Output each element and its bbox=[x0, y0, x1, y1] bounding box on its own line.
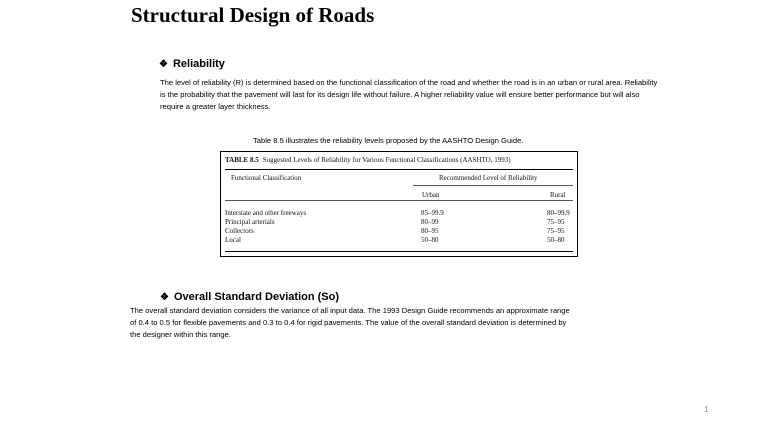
page-number: 1 bbox=[704, 405, 709, 414]
page-title: Structural Design of Roads bbox=[131, 3, 375, 27]
cell-rural: 80–99.9 bbox=[547, 209, 570, 217]
reliability-paragraph: The level of reliability (R) is determined based on the functional classification of the road and whether the road is in an urban or rural area. Reliability is the probability that the pavement will last for its design life without failure. A higher reliability value will ensure better performance but will also require a greater layer thickness. bbox=[160, 78, 658, 111]
table-sub-rule bbox=[413, 185, 573, 186]
cell-urban: 85–99.9 bbox=[421, 209, 444, 217]
table-row bbox=[225, 209, 575, 218]
cell-rural: 75–95 bbox=[547, 218, 565, 226]
cell-classification: Principal arterials bbox=[225, 218, 275, 226]
reliability-heading bbox=[159, 57, 225, 72]
cell-classification: Local bbox=[225, 236, 241, 244]
table-row bbox=[225, 227, 575, 236]
table-top-rule bbox=[225, 169, 573, 170]
reliability-heading-text: Reliability bbox=[172, 58, 225, 70]
table-header-rule bbox=[225, 200, 573, 201]
cell-rural: 50–80 bbox=[547, 236, 565, 244]
osd-heading-text: Overall Standard Deviation (So) bbox=[173, 291, 340, 303]
table-row bbox=[225, 236, 575, 245]
table-row bbox=[225, 218, 575, 227]
reliability-table bbox=[220, 151, 578, 257]
table-body bbox=[225, 209, 575, 245]
cell-classification: Interstate and other freeways bbox=[225, 209, 307, 217]
cell-urban: 50–80 bbox=[421, 236, 439, 244]
table-bottom-rule bbox=[225, 251, 573, 252]
osd-heading bbox=[160, 290, 339, 305]
table-number: TABLE 8.5 bbox=[225, 156, 259, 164]
column-header-functional: Functional Classification bbox=[231, 174, 302, 182]
table-title bbox=[225, 156, 511, 164]
diamond-bullet-icon: ❖ bbox=[160, 292, 169, 303]
table-caption: Table 8.5 illustrates the reliability levels proposed by the AASHTO Design Guide. bbox=[253, 136, 524, 145]
table-title-text: Suggested Levels of Reliability for Various Functional Classifications (AASHTO, 1993) bbox=[262, 156, 511, 164]
cell-classification: Collectors bbox=[225, 227, 254, 235]
cell-rural: 75–95 bbox=[547, 227, 565, 235]
cell-urban: 80–95 bbox=[421, 227, 439, 235]
osd-paragraph: The overall standard deviation considers the variance of all input data. The 1993 Design Guide recommends an approximate range of 0.4 to 0.5 for flexible pavements and 0.3 to 0.4 for rigid pavements. The value of the overall standard deviation is determined by the designer within this range. bbox=[130, 306, 570, 339]
column-header-urban: Urban bbox=[422, 191, 440, 199]
column-header-recommended: Recommended Level of Reliability bbox=[439, 174, 538, 182]
column-header-rural: Rural bbox=[550, 191, 566, 199]
cell-urban: 80–99 bbox=[421, 218, 439, 226]
diamond-bullet-icon: ❖ bbox=[159, 59, 168, 70]
